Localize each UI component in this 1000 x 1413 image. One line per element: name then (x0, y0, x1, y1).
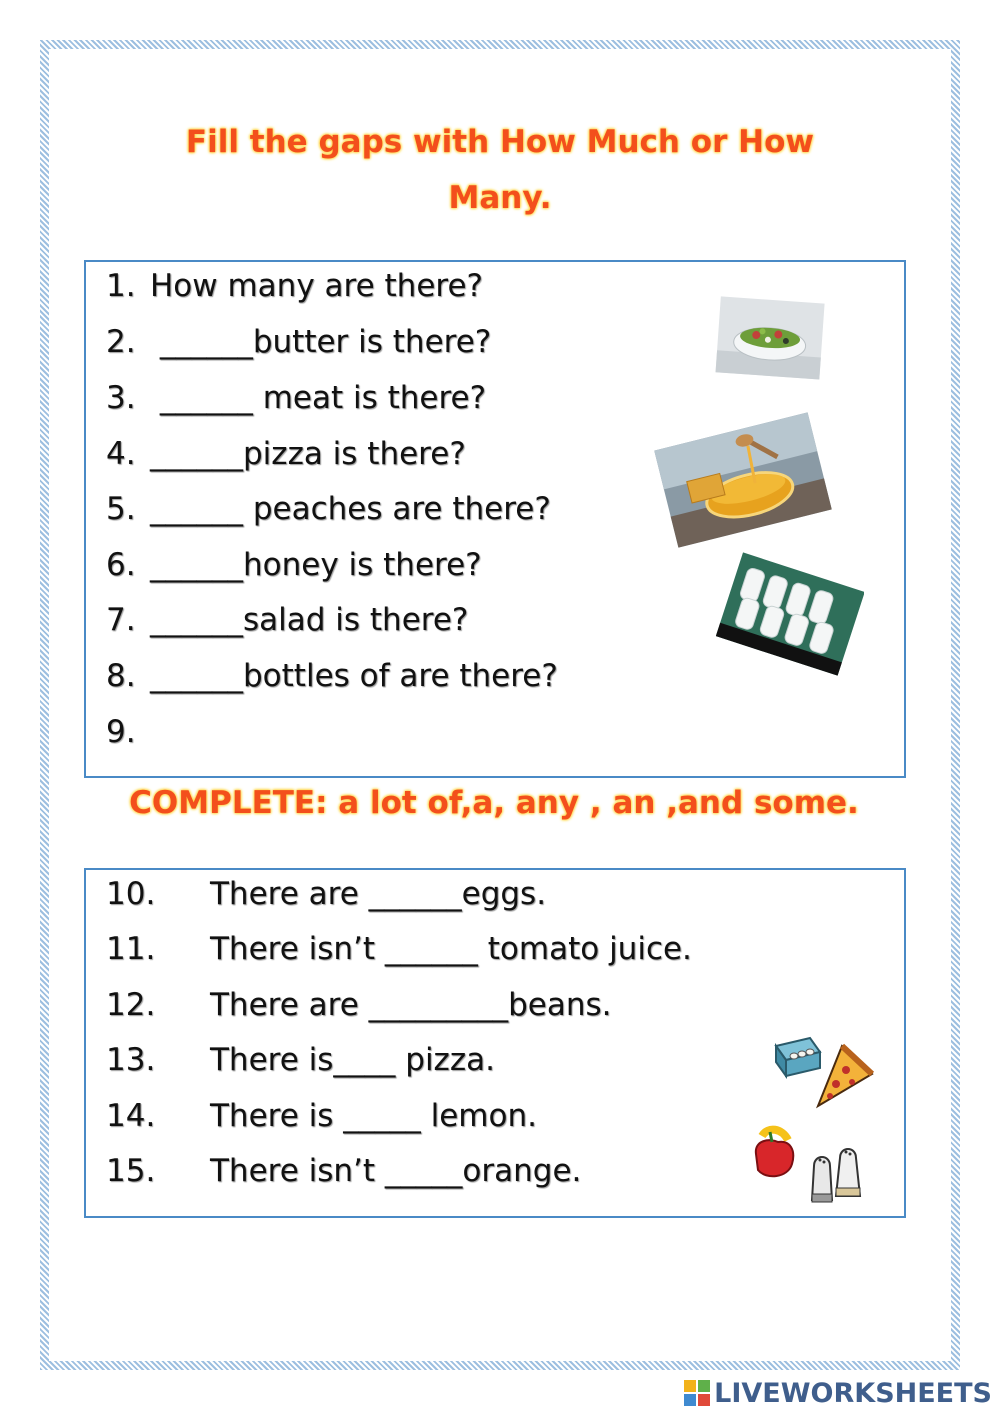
salt-pepper-shakers-icon (806, 1138, 870, 1208)
item-number: 10. (106, 876, 156, 912)
item-number: 8. (106, 658, 136, 694)
exercise-item-9 (106, 714, 150, 750)
item-number: 13. (106, 1042, 156, 1078)
exercise-item-5 (106, 491, 551, 527)
exercise-item-11 (106, 931, 692, 967)
item-text: There is____ pizza. (210, 1042, 495, 1078)
item-text: ______ meat is there? (150, 380, 487, 416)
pepper-icon (748, 1122, 800, 1184)
item-text: There is _____ lemon. (210, 1098, 537, 1134)
exercise-item-3 (106, 380, 486, 416)
item-number: 14. (106, 1098, 156, 1134)
item-number: 12. (106, 987, 156, 1023)
pizza-slice-icon (812, 1040, 876, 1112)
worksheet-title-line-1: Fill the gaps with How Much or How (185, 124, 815, 160)
exercise-item-1 (106, 268, 483, 304)
item-text: ______honey is there? (150, 547, 482, 583)
item-number: 2. (106, 324, 136, 360)
exercise-item-8 (106, 658, 558, 694)
item-text: ______butter is there? (150, 324, 492, 360)
item-number: 3. (106, 380, 136, 416)
exercise-item-2 (106, 324, 491, 360)
item-number: 9. (106, 714, 136, 750)
milk-bottles-photo (716, 552, 864, 678)
item-number: 15. (106, 1153, 156, 1189)
item-text: There isn’t _____orange. (210, 1153, 582, 1189)
exercise-item-7 (106, 602, 468, 638)
logo-text: LIVEWORKSHEETS (714, 1377, 992, 1409)
exercise-item-12 (106, 987, 612, 1023)
item-text: There are _________beans. (210, 987, 612, 1023)
section-2-title: COMPLETE: a lot of,a, any , an ,and some. (129, 785, 859, 821)
item-number: 6. (106, 547, 136, 583)
item-number: 7. (106, 602, 136, 638)
item-text: There isn’t ______ tomato juice. (210, 931, 692, 967)
item-number: 5. (106, 491, 136, 527)
worksheet-title-line-2: Many. (448, 180, 552, 216)
item-text: ______salad is there? (150, 602, 469, 638)
salad-photo (712, 294, 830, 384)
item-number: 4. (106, 436, 136, 472)
exercise-item-4 (106, 436, 466, 472)
item-text: ______ peaches are there? (150, 491, 551, 527)
item-text: There are ______eggs. (210, 876, 547, 912)
exercise-item-6 (106, 547, 482, 583)
item-number: 11. (106, 931, 156, 967)
item-text: ______pizza is there? (150, 436, 466, 472)
logo-badge-icon (684, 1380, 710, 1406)
honey-photo (650, 408, 836, 552)
exercise-item-13 (106, 1042, 495, 1078)
liveworksheets-logo (684, 1376, 992, 1410)
exercise-item-14 (106, 1098, 537, 1134)
exercise-item-15 (106, 1153, 581, 1189)
exercise-item-10 (106, 876, 546, 912)
item-number: 1. (106, 268, 136, 304)
item-text: ______bottles of are there? (150, 658, 558, 694)
item-text: How many are there? (150, 268, 483, 304)
